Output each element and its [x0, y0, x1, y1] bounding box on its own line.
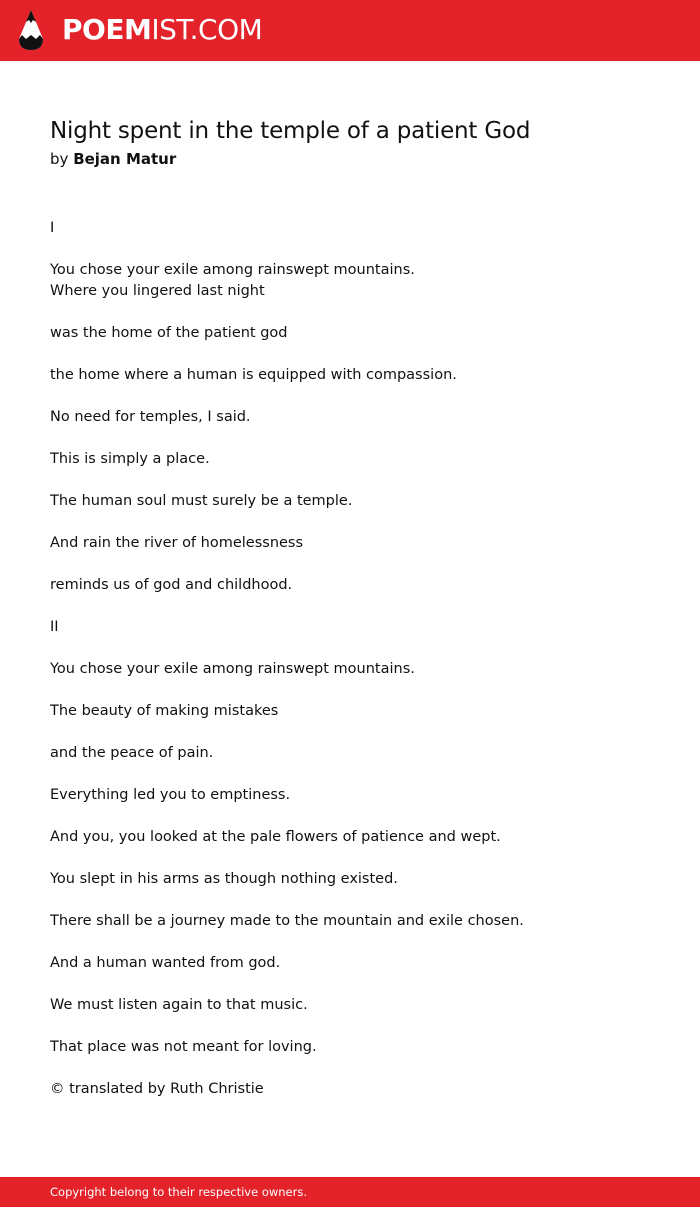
poem-line: And rain the river of homelessness — [50, 535, 304, 551]
stanza — [50, 260, 670, 302]
poem-line: The beauty of making mistakes — [50, 703, 279, 719]
poem-line: This is simply a place. — [50, 451, 210, 467]
site-header — [0, 0, 700, 61]
author-name: Bejan Matur — [73, 150, 177, 168]
stanza — [50, 785, 670, 806]
byline — [50, 148, 176, 170]
poem-line: The human soul must surely be a temple. — [50, 493, 353, 509]
poem-line: Everything led you to emptiness. — [50, 787, 291, 803]
stanza — [50, 365, 670, 386]
poem-line: You chose your exile among rainswept mountains. — [50, 262, 415, 278]
poem-line: That place was not meant for loving. — [50, 1039, 317, 1055]
poem-line: No need for temples, I said. — [50, 409, 251, 425]
stanza — [50, 743, 670, 764]
poem-line: was the home of the patient god — [50, 325, 288, 341]
poem-line: You slept in his arms as though nothing existed. — [50, 871, 398, 887]
poem-line: We must listen again to that music. — [50, 997, 308, 1013]
poem-line: the home where a human is equipped with compassion. — [50, 367, 457, 383]
stanza — [50, 869, 670, 890]
poem-title: Night spent in the temple of a patient God — [50, 118, 531, 144]
stanza — [50, 701, 670, 722]
poem-line: Where you lingered last night — [50, 283, 265, 299]
poem-line: There shall be a journey made to the mountain and exile chosen. — [50, 913, 524, 929]
site-footer — [0, 1177, 700, 1207]
pencil-tip-icon[interactable] — [17, 9, 45, 51]
poem-line: I — [50, 220, 55, 236]
stanza — [50, 911, 670, 932]
poem-line: II — [50, 619, 59, 635]
logo-light-text: IST.COM — [151, 13, 263, 46]
stanza — [50, 827, 670, 848]
poem-line: and the peace of pain. — [50, 745, 214, 761]
stanza — [50, 218, 670, 239]
poem-line: © translated by Ruth Christie — [50, 1081, 264, 1097]
stanza — [50, 617, 670, 638]
stanza — [50, 659, 670, 680]
site-logo[interactable] — [62, 12, 262, 48]
stanza — [50, 533, 670, 554]
copyright-notice: Copyright belong to their respective owners. — [50, 1185, 308, 1199]
stanza — [50, 1079, 670, 1100]
stanza — [50, 407, 670, 428]
stanza — [50, 995, 670, 1016]
poem-line: And a human wanted from god. — [50, 955, 281, 971]
poem-line: And you, you looked at the pale flowers of patience and wept. — [50, 829, 501, 845]
stanza — [50, 449, 670, 470]
logo-bold-text: POEM — [62, 13, 152, 46]
stanza — [50, 323, 670, 344]
stanza — [50, 575, 670, 596]
poem-line: You chose your exile among rainswept mountains. — [50, 661, 415, 677]
stanza — [50, 1037, 670, 1058]
by-label: by — [50, 150, 69, 168]
poem-body — [50, 218, 670, 1121]
poem-line: reminds us of god and childhood. — [50, 577, 293, 593]
stanza — [50, 491, 670, 512]
stanza — [50, 953, 670, 974]
